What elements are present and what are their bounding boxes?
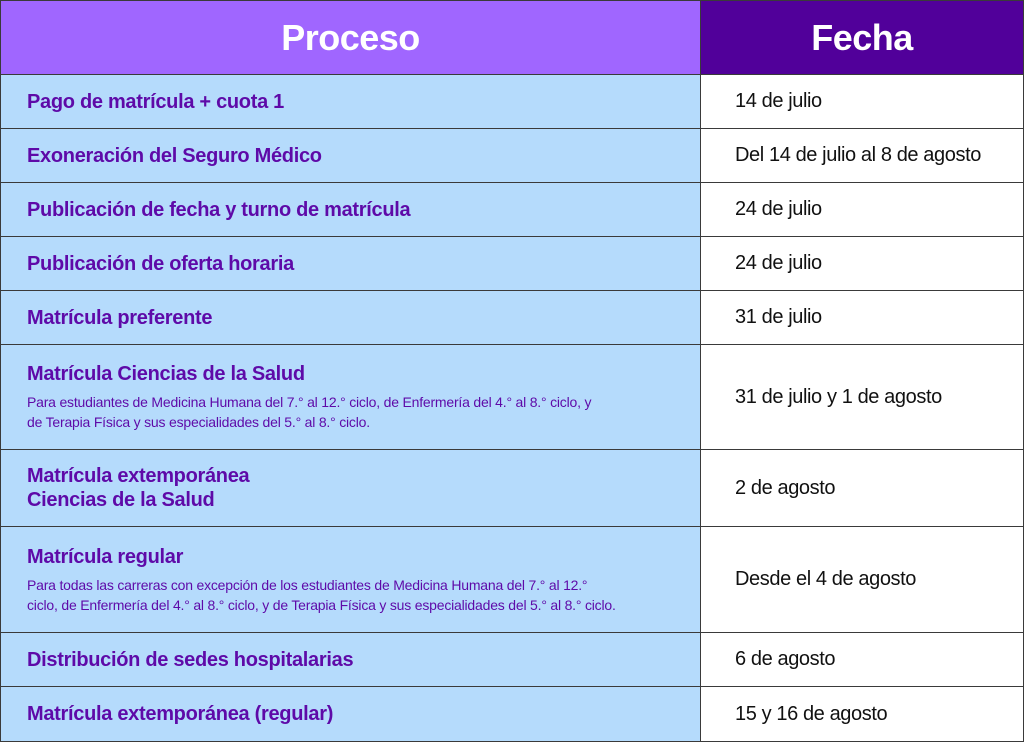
process-note	[27, 575, 700, 615]
row-process	[0, 687, 701, 742]
row-process	[0, 345, 701, 450]
process-title: Matrícula extemporánea (regular)	[27, 703, 334, 725]
process-title: Matrícula Ciencias de la Salud	[27, 363, 305, 385]
date-value: 31 de julio y 1 de agosto	[735, 385, 942, 408]
row-process	[0, 237, 701, 291]
row-date	[701, 291, 1024, 345]
row-process	[0, 183, 701, 237]
header-proceso-label: Proceso	[281, 16, 420, 58]
date-value: Del 14 de julio al 8 de agosto	[735, 144, 981, 166]
process-title: Matrícula extemporánea	[27, 465, 250, 487]
date-value: 24 de julio	[735, 198, 822, 220]
process-title: Pago de matrícula + cuota 1	[27, 90, 284, 113]
process-note-line: ciclo, de Enfermería del 4.° al 8.° ciclo, y de Terapia Física y sus especialidades del 5.° al 8.° ciclo.	[27, 596, 616, 613]
row-process	[0, 450, 701, 527]
process-title: Publicación de oferta horaria	[27, 252, 294, 275]
row-date	[701, 237, 1024, 291]
row-date	[701, 527, 1024, 633]
process-title: Publicación de fecha y turno de matrícula	[27, 198, 411, 221]
date-value: 6 de agosto	[735, 648, 836, 670]
row-process	[0, 291, 701, 345]
process-title: Exoneración del Seguro Médico	[27, 144, 322, 167]
process-note-line: de Terapia Física y sus especialidades del 5.° al 8.° ciclo.	[27, 414, 370, 430]
process-title: Matrícula preferente	[27, 306, 213, 329]
row-date	[701, 687, 1024, 742]
row-process	[0, 129, 701, 183]
row-date	[701, 129, 1024, 183]
header-fecha-label: Fecha	[811, 16, 913, 58]
process-title: Ciencias de la Salud	[27, 489, 215, 511]
header-fecha	[701, 0, 1024, 75]
row-date	[701, 450, 1024, 527]
header-proceso	[0, 0, 701, 75]
row-date	[701, 75, 1024, 129]
date-value: 2 de agosto	[735, 476, 836, 499]
process-note-line: Para todas las carreras con excepción de los estudiantes de Medicina Humana del 7.° al 12.°	[27, 576, 588, 593]
date-value: 14 de julio	[735, 90, 822, 112]
process-note	[27, 392, 700, 432]
date-value: 31 de julio	[735, 306, 822, 328]
row-date	[701, 633, 1024, 687]
row-process	[0, 527, 701, 633]
date-value: Desde el 4 de agosto	[735, 568, 917, 590]
row-process	[0, 633, 701, 687]
process-title: Distribución de sedes hospitalarias	[27, 648, 354, 671]
row-process	[0, 75, 701, 129]
date-value: 24 de julio	[735, 252, 822, 274]
row-date	[701, 183, 1024, 237]
date-value: 15 y 16 de agosto	[735, 702, 888, 725]
process-note-line: Para estudiantes de Medicina Humana del 7.° al 12.° ciclo, de Enfermería del 4.° al 8.° ciclo, y	[27, 394, 592, 410]
row-date	[701, 345, 1024, 450]
process-title: Matrícula regular	[27, 545, 184, 568]
